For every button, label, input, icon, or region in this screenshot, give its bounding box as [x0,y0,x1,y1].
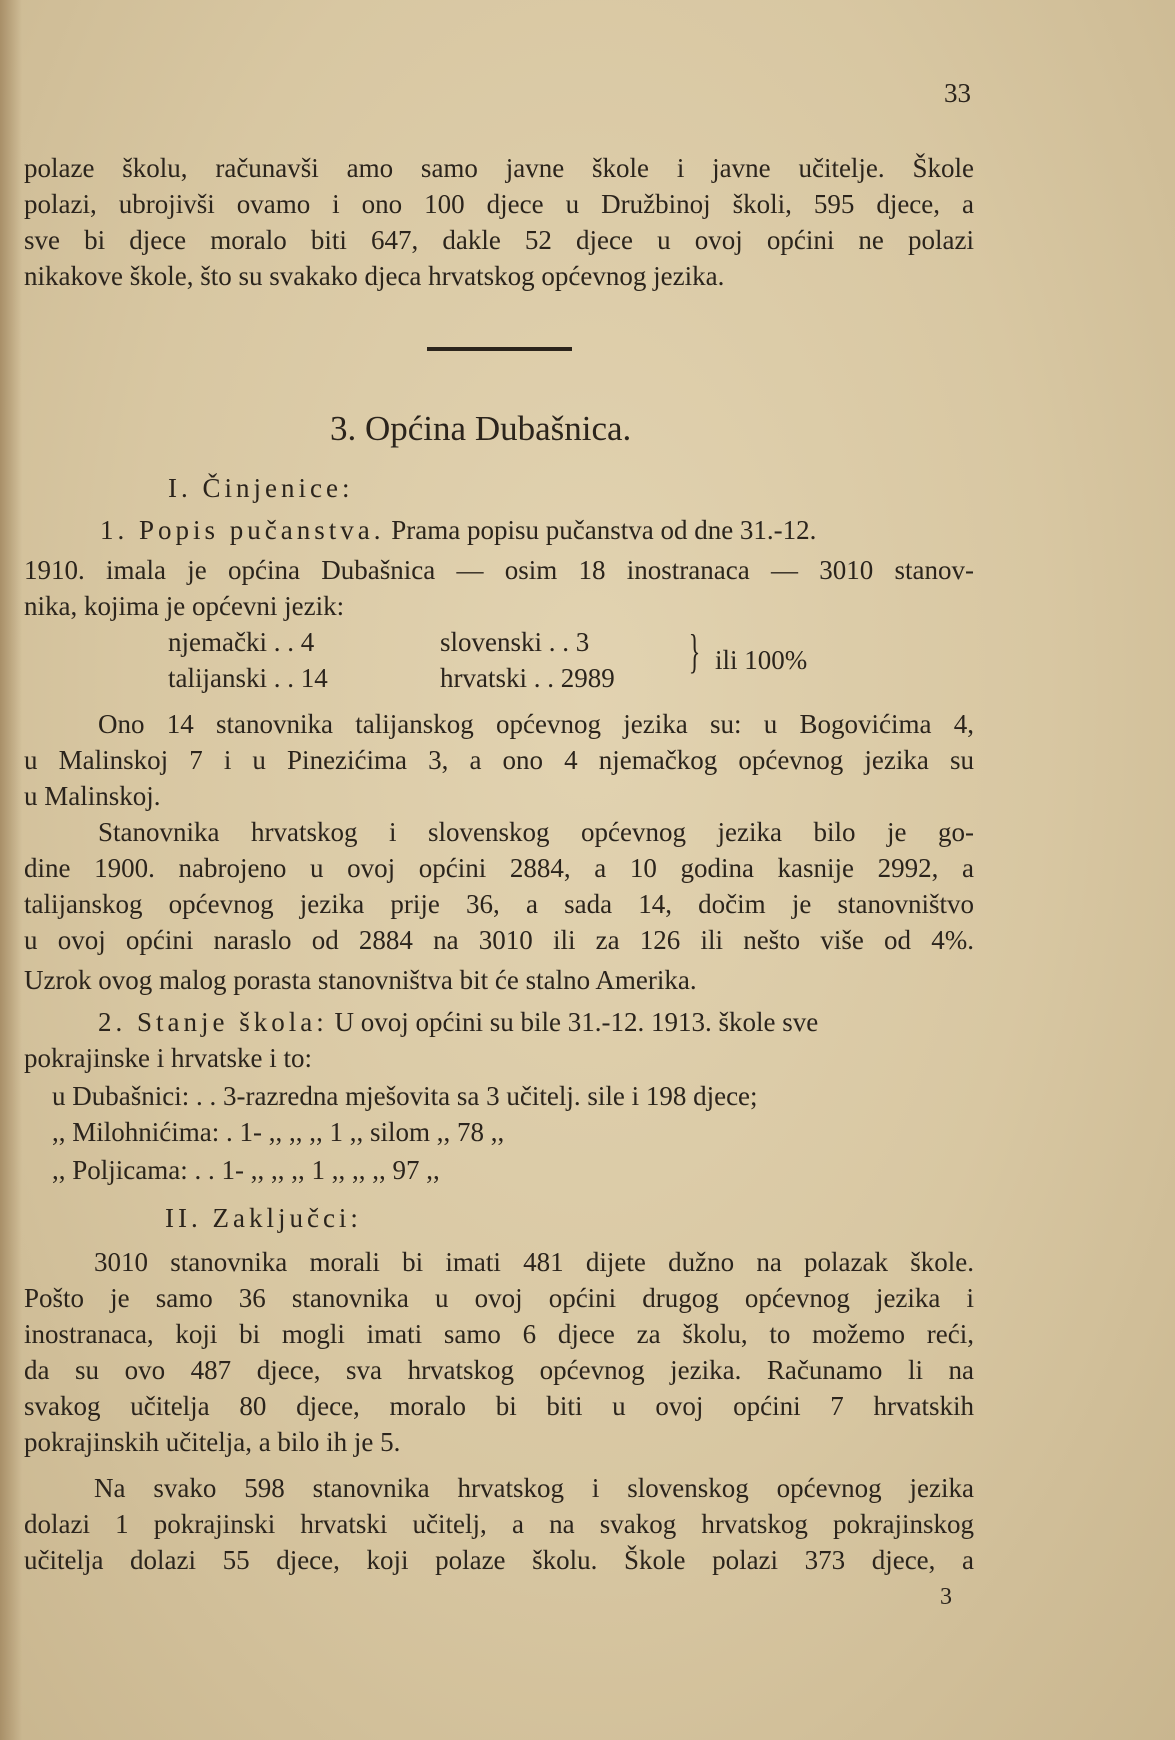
language-slovenski: slovenski . . 3 [440,627,590,657]
para-b-line-1: Stanovnika hrvatskog i slovenskog općevnog jezika bilo je go- [98,817,974,847]
schools-label: 2. Stanje škola: [98,1007,328,1037]
para-d-line-3: učitelja dolazi 55 djece, koji polaze školu. Škole polazi 373 djece, a [24,1545,974,1575]
page-number-top: 33 [944,78,971,108]
para-b-line-4: u ovoj općini naraslo od 2884 na 3010 ili za 126 ili nešto više od 4%. [24,925,974,955]
schools-line-1-rest: U ovoj općini su bile 31.-12. 1913. škole sve [334,1007,819,1037]
para-c-line-2: Pošto je samo 36 stanovnika u ovoj općini drugog općevnog jezika i [24,1283,974,1313]
intro-line-1: polaze školu, računavši amo samo javne škole i javne učitelje. Škole [24,153,974,183]
census-line-2: 1910. imala je općina Dubašnica — osim 18 inostranaca — 3010 stanov- [24,555,974,585]
para-c-line-6: pokrajinskih učitelja, a bilo ih je 5. [24,1427,401,1457]
school-row-poljice: ,, Poljicama: . . 1- ,, ,, ,, 1 ,, ,, ,, 97 ,, [52,1155,440,1185]
section-divider [427,347,572,351]
part1-heading: I. Činjenice: [168,473,354,503]
para-c-line-5: svakog učitelja 80 djece, moralo bi biti u ovoj općini 7 hrvatskih [24,1391,974,1421]
para-c-line-1: 3010 stanovnika morali bi imati 481 dijete dužno na polazak škole. [94,1247,974,1277]
para-c-line-4: da su ovo 487 djece, sva hrvatskog općevnog jezika. Računamo li na [24,1355,974,1385]
census-label: 1. Popis pučanstva. [100,515,385,545]
para-b-line-2: dine 1900. nabrojeno u ovoj općini 2884, a 10 godina kasnije 2992, a [24,853,974,883]
language-total: ili 100% [715,645,808,675]
census-line-1 [100,512,974,548]
section-title: 3. Općina Dubašnica. [330,409,632,448]
page-binding-shadow [0,0,22,1740]
para-b-line-5: Uzrok ovog malog porasta stanovništva bit će stalno Amerika. [24,965,697,995]
language-njemacki: njemački . . 4 [168,627,315,657]
para-d-line-1: Na svako 598 stanovnika hrvatskog i slovenskog općevnog jezika [94,1473,974,1503]
para-d-line-2: dolazi 1 pokrajinski hrvatski učitelj, a na svakog hrvatskog pokrajinskog [24,1509,974,1539]
para-a-line-1: Ono 14 stanovnika talijanskog općevnog jezika su: u Bogovićima 4, [98,709,974,739]
schools-line-1 [98,1004,974,1040]
schools-line-2: pokrajinske i hrvatske i to: [24,1043,312,1073]
school-row-milohnici: ,, Milohnićima: . 1- ,, ,, ,, 1 ,, silom ,, 78 ,, [52,1117,505,1147]
intro-line-4: nikakove škole, što su svakako djeca hrvatskog općevnog jezika. [24,261,725,291]
intro-line-3: sve bi djece moralo biti 647, dakle 52 djece u ovoj općini ne polazi [24,225,974,255]
para-a-line-2: u Malinskoj 7 i u Pinezićima 3, a ono 4 njemačkog općevnog jezika su [24,745,974,775]
language-talijanski: talijanski . . 14 [168,663,328,693]
para-c-line-3: inostranaca, koji bi mogli imati samo 6 djece za školu, to možemo reći, [24,1319,974,1349]
census-line-1-rest: Prama popisu pučanstva od dne 31.-12. [391,515,817,545]
language-brace: } [688,625,701,678]
census-line-3: nika, kojima je općevni jezik: [24,591,345,621]
language-hrvatski: hrvatski . . 2989 [440,663,615,693]
part2-heading: II. Zaključci: [165,1203,362,1233]
intro-line-2: polazi, ubrojivši ovamo i ono 100 djece u Družbinoj školi, 595 djece, a [24,189,974,219]
para-a-line-3: u Malinskoj. [24,781,161,811]
school-row-dubasnica: u Dubašnici: . . 3-razredna mješovita sa 3 učitelj. sile i 198 djece; [52,1081,758,1111]
para-b-line-3: talijanskog općevnog jezika prije 36, a sada 14, dočim je stanovništvo [24,889,974,919]
page-number-bottom: 3 [940,1584,952,1610]
